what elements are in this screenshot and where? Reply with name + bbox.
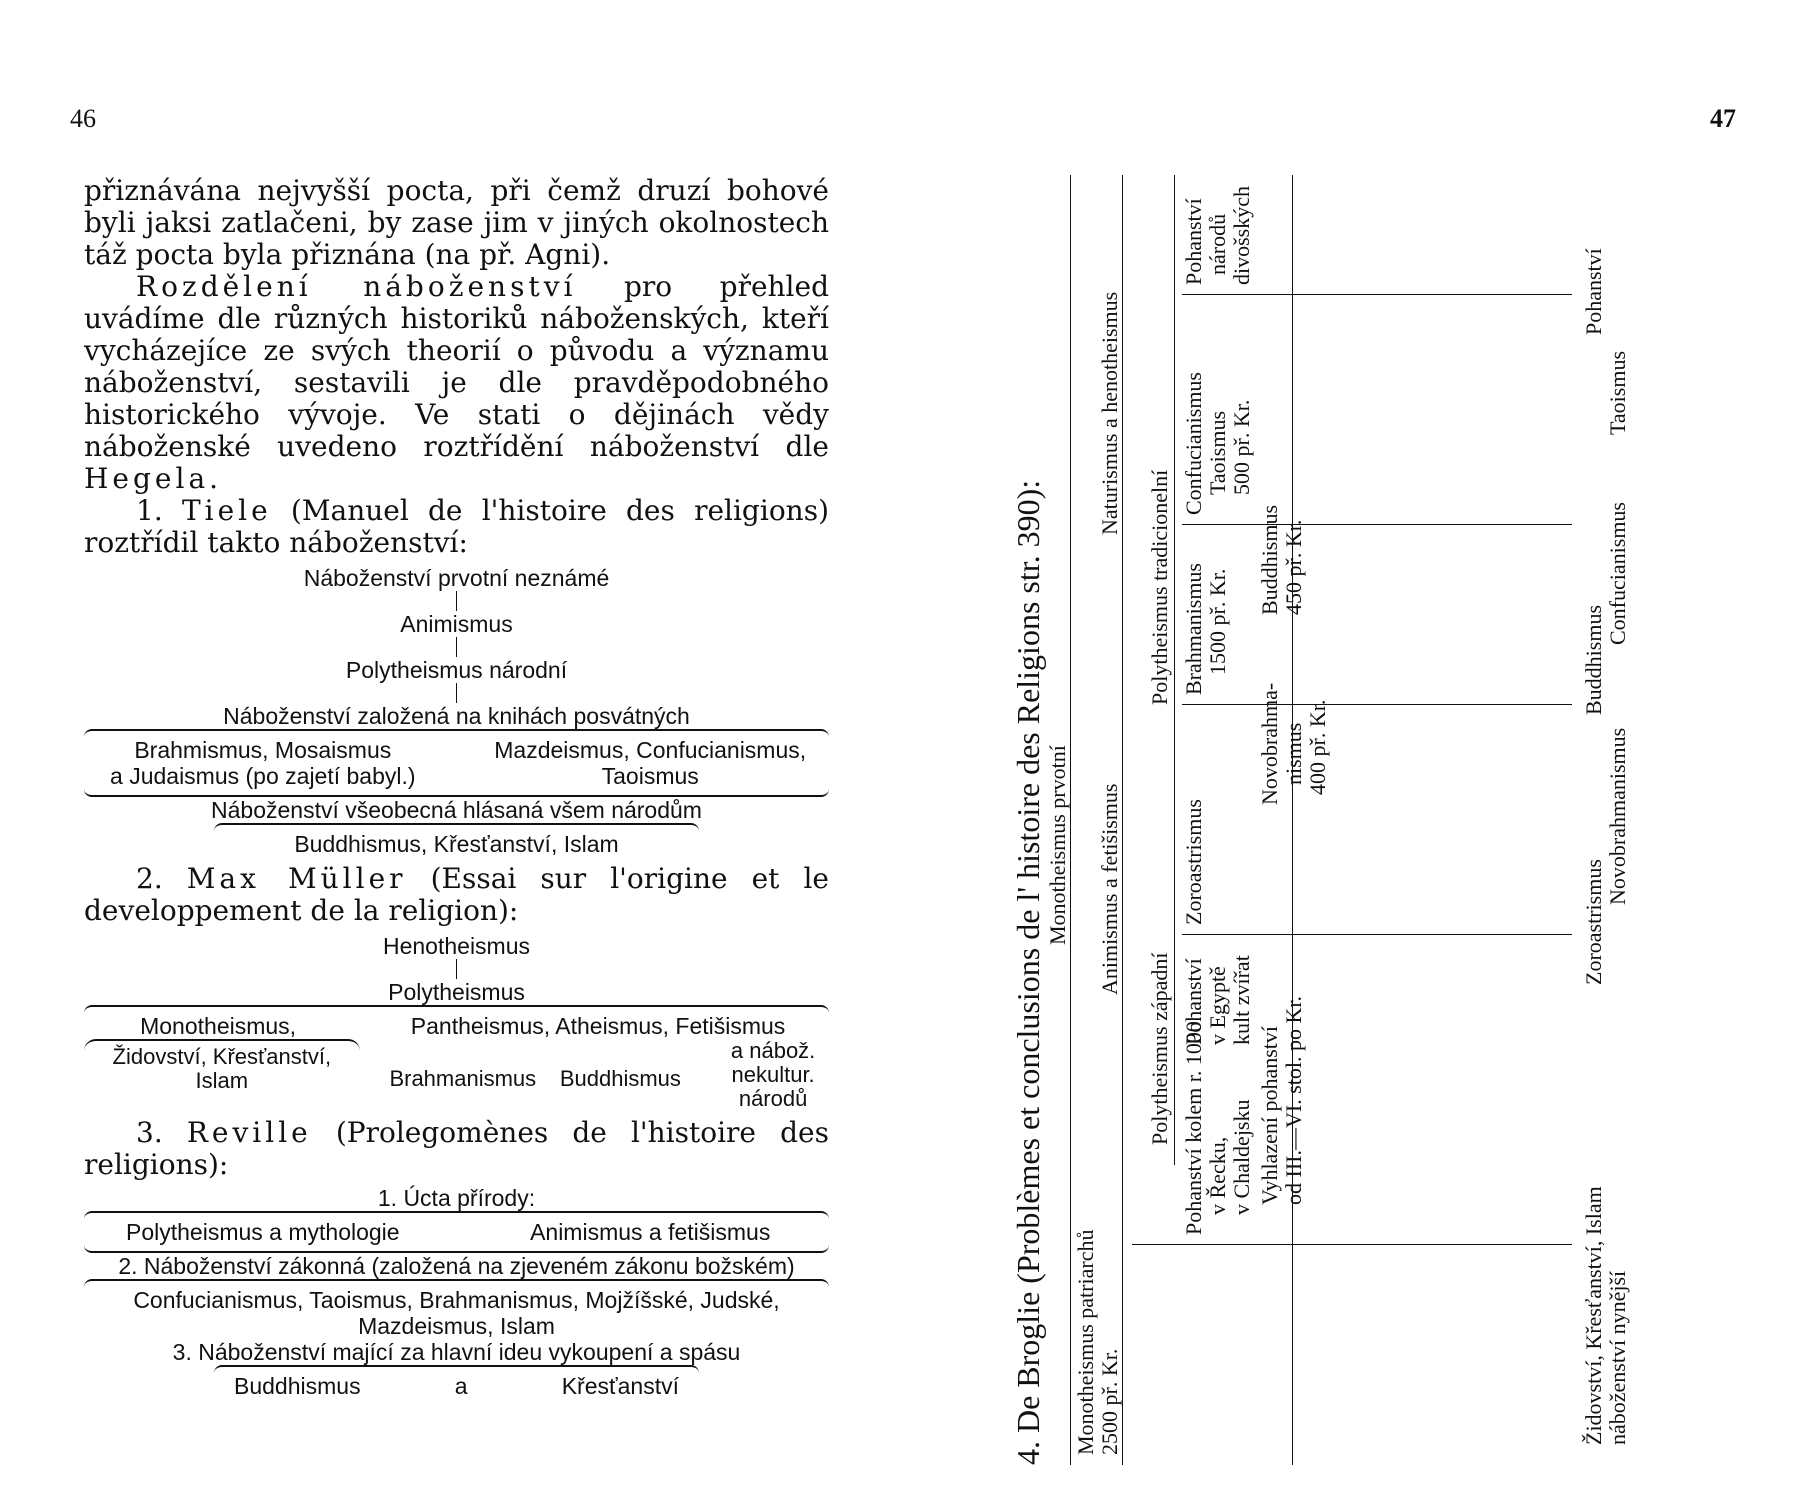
left-page — [84, 175, 829, 1399]
muller-name: Max Müller — [186, 862, 407, 895]
tree-line — [1132, 1244, 1572, 1245]
node-bot-conf: Confucianismus — [1605, 502, 1630, 645]
tree-line — [1182, 704, 1572, 705]
tiele-scheme — [84, 565, 829, 857]
node-poly-trad: Polytheismus tradicionelní — [1147, 469, 1172, 705]
tiele-text: (Manuel de l'histoire des religions) roztřídil takto náboženství: — [84, 494, 829, 559]
node-zoro: Zoroastrismus — [1181, 799, 1206, 925]
node-vyhl2: od III.—VI. stol. po Kr. — [1281, 996, 1306, 1205]
reville-d: Mazdeismus, Islam — [358, 1313, 555, 1339]
node-pohan3b: národů — [1205, 213, 1230, 275]
node-pohan2: Pohanství — [1181, 958, 1206, 1045]
intro-paragraph: přiznávána nejvyšší pocta, při čemž druzí bohové byli jaksi zatlačeni, by zase jim v jiných okolnostech táž pocta byla přiznána (na př. Agni). — [84, 174, 829, 271]
node-conf2: Taoismus — [1205, 410, 1230, 495]
muller-heading — [84, 863, 829, 927]
classification-end: . — [209, 462, 219, 495]
tiele-node-4: Náboženství založená na knihách posvátných — [223, 703, 690, 729]
tree-line — [1122, 175, 1123, 1465]
node-budd-date: 450 př. Kr. — [1281, 519, 1306, 615]
muller-node-1: Henotheismus — [382, 933, 531, 959]
reville-c: Confucianismus, Taoismus, Brahmanismus, Mojžíšské, Judské, — [133, 1287, 780, 1313]
muller-num: 2. — [136, 862, 187, 895]
reville-a: Polytheismus a mythologie — [126, 1219, 400, 1245]
reville-text: (Prolegomènes de l'histoire des religions): — [84, 1116, 829, 1181]
node-root: Monotheismus prvotní — [1045, 745, 1070, 945]
node-bot-pohan: Pohanství — [1581, 248, 1606, 335]
node-bot-tao: Taoismus — [1605, 350, 1630, 435]
node-novo2: nismus — [1281, 722, 1306, 785]
node-natur: Naturismus a henotheismus — [1097, 291, 1122, 535]
node-mono-patr: Monotheismus patriarchů — [1073, 1229, 1098, 1455]
node-pohan1: Pohanství kolem r. 1000 — [1181, 1021, 1206, 1235]
classification-label: Rozdělení náboženství — [136, 270, 577, 303]
brace — [84, 1279, 829, 1287]
brace — [214, 823, 699, 831]
tree-line — [1292, 175, 1293, 1465]
reville-heading — [84, 1117, 829, 1181]
brace — [84, 729, 829, 737]
brace — [84, 1005, 829, 1013]
reville-b: Animismus a fetišismus — [530, 1219, 771, 1245]
node-pohan1b: v Řecku, — [1205, 1136, 1230, 1215]
muller-b: Pantheismus, Atheismus, Fetišismus — [410, 1013, 786, 1039]
tiele-node-1: Náboženství prvotní neznámé — [303, 565, 610, 591]
node-novo: Novobrahma- — [1257, 682, 1282, 805]
muller-node-2: Polytheismus — [388, 979, 525, 1005]
tiele-node-3: Polytheismus národní — [345, 657, 568, 683]
node-conf-date: 500 př. Kr. — [1229, 399, 1254, 495]
node-bot-zid2: náboženství nynější — [1605, 1270, 1630, 1445]
reville-node-2: 2. Náboženství zákonná (založená na zjeveném zákonu božském) — [118, 1253, 795, 1279]
reville-name: Reville — [186, 1116, 312, 1149]
tree-line — [1174, 175, 1175, 1165]
tiele-node-6: Buddhismus, Křesťanství, Islam — [294, 831, 619, 857]
node-poly-west: Polytheismus západní — [1147, 952, 1172, 1145]
tiele-heading — [84, 495, 829, 559]
muller-f: a nábož. nekultur. národů — [730, 1038, 816, 1111]
node-pohan3: Pohanství — [1181, 198, 1206, 285]
node-pohan1c: v Chaldejsku — [1229, 1099, 1254, 1215]
connector — [456, 683, 457, 703]
tiele-node-5: Náboženství všeobecná hlásaná všem národům — [211, 797, 702, 823]
node-vyhl: Vyhlazení pohanství — [1257, 1025, 1282, 1205]
brace — [214, 1365, 699, 1373]
tree-line — [1182, 934, 1572, 935]
muller-scheme — [84, 933, 829, 1111]
node-bot-zoro: Zoroastrismus — [1581, 859, 1606, 985]
reville-e: Buddhismus — [234, 1373, 361, 1399]
node-pohan2b: v Egyptě — [1205, 966, 1230, 1045]
muller-e: Buddhismus — [559, 1066, 681, 1091]
right-page-rotated — [1010, 175, 1750, 1465]
connector — [456, 637, 457, 657]
reville-g: Křesťanství — [561, 1373, 679, 1399]
tiele-node-2: Animismus — [400, 611, 513, 637]
tiele-left-a: Brahmismus, Mosaismus — [134, 737, 392, 763]
reville-node-3: 3. Náboženství mající za hlavní ideu vykoupení a spásu — [172, 1339, 741, 1365]
tiele-num: 1. — [136, 494, 182, 527]
reville-num: 3. — [136, 1116, 187, 1149]
node-budd: Buddhismus — [1257, 504, 1282, 615]
brace — [84, 1211, 829, 1219]
page-number-left: 46 — [70, 104, 96, 133]
node-anim: Animismus a fetišismus — [1097, 783, 1122, 995]
connector — [456, 959, 457, 979]
node-brahm: Brahmanismus — [1181, 563, 1206, 695]
node-novo-date: 400 př. Kr. — [1305, 699, 1330, 795]
tiele-right-a: Mazdeismus, Confucianismus, — [494, 737, 807, 763]
tiele-name: Tiele — [181, 494, 272, 527]
classification-text: pro přehled uvádíme dle různých historiků náboženských, kteří vycházejíce ze svých theorií o původu a významu náboženství, sestavili je dle pravděpodobného historického vývoje. Ve stati o dějinách vědy náboženské uvedeno roztřídění náboženství dle — [84, 270, 830, 463]
node-conf: Confucianismus — [1181, 372, 1206, 515]
right-page — [1010, 175, 1750, 1465]
node-pohan3c: divošských — [1229, 186, 1254, 285]
node-bot-budd: Buddhismus — [1581, 604, 1606, 715]
brace — [84, 1245, 829, 1253]
node-bot-zid: Židovství, Křesťanství, Islam — [1581, 1186, 1606, 1445]
node-pohan2c: kult zvířat — [1229, 955, 1254, 1045]
muller-text: (Essai sur l'origine et le developpement de la religion): — [84, 862, 830, 927]
tiele-right-b: Taoismus — [601, 763, 699, 789]
tiele-left-b: a Judaismus (po zajetí babyl.) — [110, 763, 416, 789]
broglie-title: 4. De Broglie (Problèmes et conclusions de l' histoire des Religions str. 390): — [1010, 479, 1046, 1465]
tree-line — [1182, 524, 1572, 525]
reville-f: a — [454, 1373, 468, 1399]
broglie-tree — [1045, 175, 1652, 1465]
muller-d: Brahmanismus — [389, 1066, 537, 1091]
brace — [84, 789, 829, 797]
hegel-name: Hegela — [84, 462, 210, 495]
muller-c: Židovství, Křesťanství, Islam — [84, 1039, 360, 1111]
node-mono-date: 2500 př. Kr. — [1097, 1348, 1122, 1455]
connector — [456, 591, 457, 611]
classification-paragraph — [84, 271, 829, 495]
tree-line — [1070, 175, 1071, 1465]
node-brahm-date: 1500 př. Kr. — [1205, 568, 1230, 675]
page-number-right: 47 — [1710, 104, 1736, 133]
tree-line — [1182, 294, 1572, 295]
reville-node-1: 1. Úcta přírody: — [377, 1185, 536, 1211]
node-bot-novo: Novobrahmanismus — [1605, 727, 1630, 905]
reville-scheme — [84, 1185, 829, 1399]
muller-a: Monotheismus, — [140, 1013, 297, 1039]
